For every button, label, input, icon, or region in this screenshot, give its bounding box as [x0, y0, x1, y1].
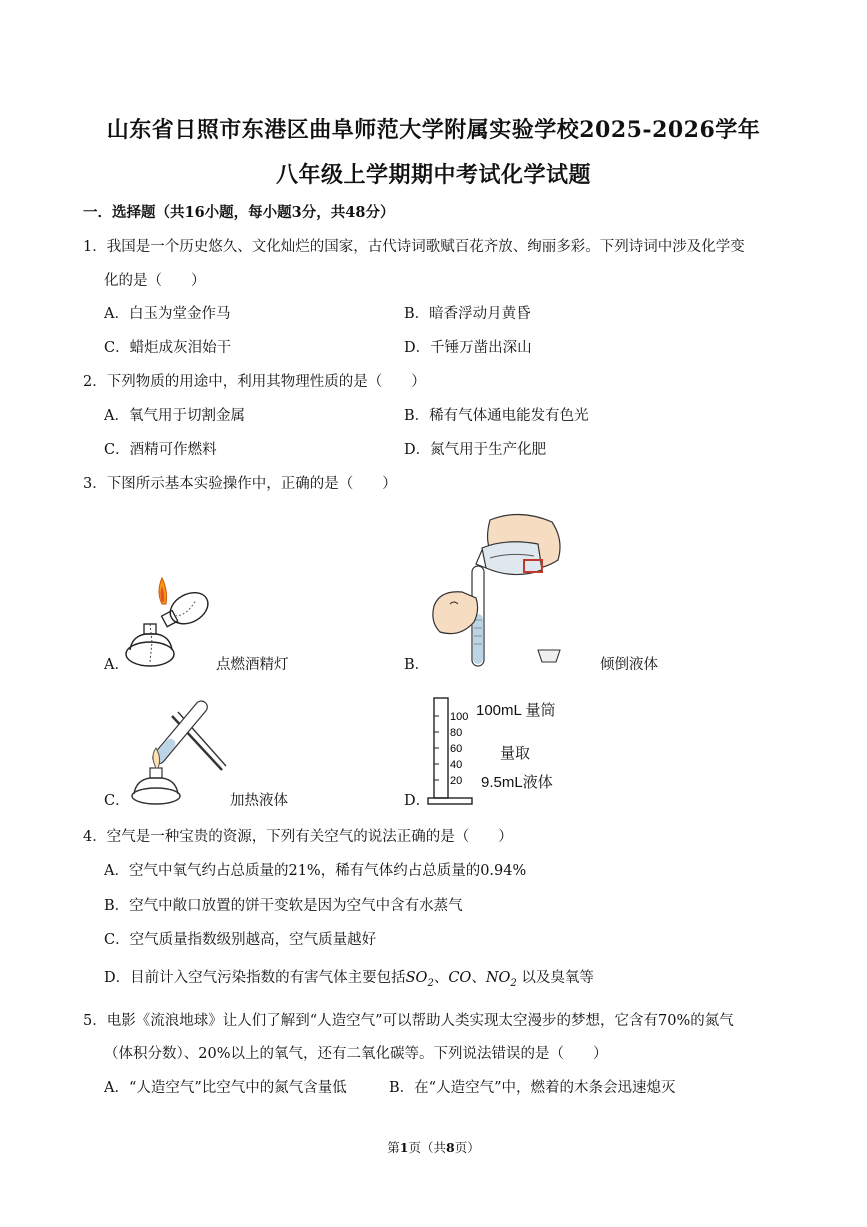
q4-option-b: B．空气中敞口放置的饼干变软是因为空气中含有水蒸气: [104, 898, 463, 914]
q5-stem-line2: （体积分数）、20%以上的氧气，还有二氧化碳等。下列说法错误的是（ ）: [104, 1046, 608, 1062]
q1-option-c: C．蜡炬成灰泪始干: [104, 340, 232, 356]
q3-stem: 3．下图所示基本实验操作中，正确的是（ ）: [83, 476, 397, 492]
heating-liquid-figure: [122, 700, 232, 808]
page-number: 1: [399, 1140, 409, 1155]
cylinder-tick-80: 80: [450, 727, 463, 739]
q3-option-b-label: B．: [404, 657, 430, 673]
section-heading: 一．选择题（共16小题，每小题3分，共48分）: [83, 204, 395, 221]
q4-option-a: A．空气中氧气约占总质量的21%，稀有气体约占总质量的0.94%: [104, 863, 527, 879]
cylinder-caption-line1: 量取: [500, 745, 531, 762]
graduated-cylinder-figure: [426, 694, 476, 806]
q5-option-b: B．在“人造空气”中，燃着的木条会迅速熄灭: [389, 1080, 676, 1096]
formula-so2: $SO_2$: [405, 970, 434, 989]
q3-option-d-label: D．: [404, 793, 431, 809]
exam-title-line2: 八年级上学期期中考试化学试题: [275, 162, 591, 188]
page-footer: 第1页（共8页）: [387, 1140, 480, 1155]
q4-option-d-suffix: 以及臭氧等: [521, 970, 594, 986]
q3-option-b-caption: 倾倒液体: [600, 657, 658, 673]
cylinder-title: 100mL 量筒: [476, 702, 556, 719]
q2-option-b: B．稀有气体通电能发有色光: [404, 408, 589, 424]
q3-option-a-caption: 点燃酒精灯: [216, 657, 289, 673]
page-total: 8: [446, 1140, 455, 1155]
q1-stem-line1: 1．我国是一个历史悠久、文化灿烂的国家，古代诗词歌赋百花齐放、绚丽多彩。下列诗词中涉及化学变: [83, 239, 745, 255]
cylinder-tick-100: 100: [450, 711, 469, 723]
cylinder-caption-line2: 9.5mL液体: [481, 774, 553, 791]
formula-co: CO: [448, 970, 472, 986]
q5-option-a: A．“人造空气”比空气中的氮气含量低: [104, 1080, 347, 1096]
exam-title-line1: 山东省日照市东港区曲阜师范大学附属实验学校2025-2026学年: [106, 117, 761, 143]
q4-option-c: C．空气质量指数级别越高，空气质量越好: [104, 932, 377, 948]
q4-option-d: D．目前计入空气污染指数的有害气体主要包括$SO_2$、CO、$NO_2$ 以及臭氧等: [104, 970, 594, 989]
q2-option-c: C．酒精可作燃料: [104, 442, 217, 458]
q1-option-a: A．白玉为堂金作马: [104, 306, 231, 322]
formula-no2: $NO_2$: [485, 970, 517, 989]
pouring-liquid-figure: [430, 510, 570, 670]
q2-stem: 2．下列物质的用途中，利用其物理性质的是（ ）: [83, 374, 426, 390]
q2-option-d: D．氮气用于生产化肥: [404, 442, 547, 458]
q1-option-d: D．千锤万凿出深山: [404, 340, 532, 356]
cylinder-tick-20: 20: [450, 775, 463, 787]
q1-stem-line2: 化的是（ ）: [104, 273, 206, 289]
q5-stem-line1: 5．电影《流浪地球》让人们了解到“人造空气”可以帮助人类实现太空漫步的梦想，它含有70%的氮气: [83, 1013, 734, 1029]
cylinder-tick-60: 60: [450, 743, 463, 755]
q4-stem: 4．空气是一种宝贵的资源，下列有关空气的说法正确的是（ ）: [83, 829, 513, 845]
q2-option-a: A．氧气用于切割金属: [104, 408, 245, 424]
cylinder-tick-40: 40: [450, 759, 463, 771]
q3-option-c-label: C．: [104, 793, 130, 809]
q1-option-b: B．暗香浮动月黄昏: [404, 306, 531, 322]
q3-option-a-label: A．: [104, 657, 129, 673]
q3-option-c-caption: 加热液体: [230, 793, 288, 809]
q4-option-d-prefix: D．目前计入空气污染指数的有害气体主要包括: [104, 970, 406, 986]
alcohol-lamp-lighting-figure: [122, 572, 222, 672]
